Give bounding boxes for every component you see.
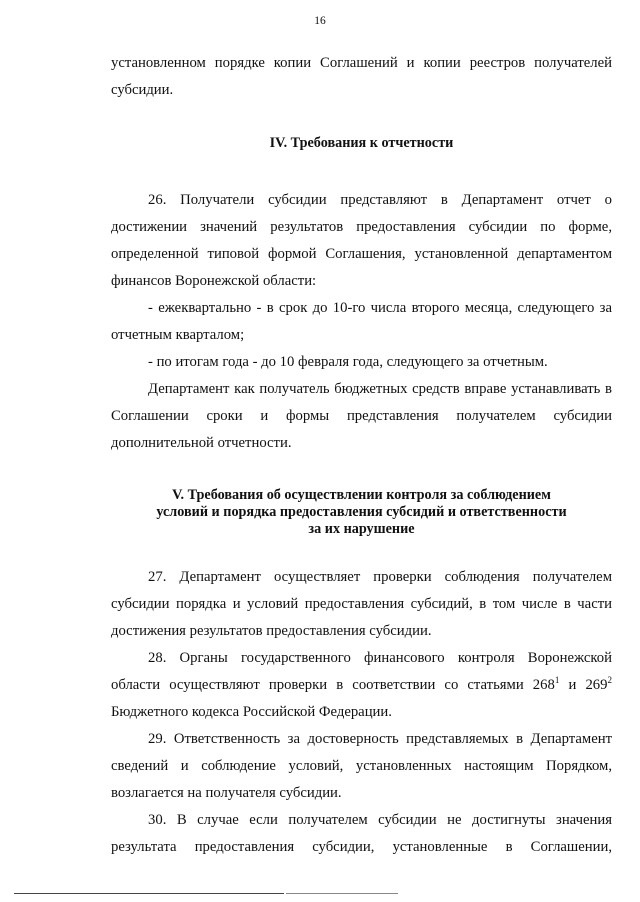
paragraph-28: [111, 645, 612, 726]
footer-rule: [14, 893, 284, 894]
heading-v-line-2: условий и порядка предоставления субсидий и ответственности: [156, 504, 567, 520]
paragraph-26-quarterly: - ежеквартально - в срок до 10-го числа второго месяца, следующего за отчетным кварталом;: [111, 300, 612, 343]
paragraph-26-additional: Департамент как получатель бюджетных средств вправе устанавливать в Соглашении сроки и формы представления получателем субсидии дополнительной отчетности.: [111, 381, 612, 451]
paragraph-29: 29. Ответственность за достоверность представляемых в Департамент сведений и соблюдение условий, установленных настоящим Порядком, возлагается на получателя субсидии.: [111, 731, 612, 801]
page-number: 16: [314, 15, 326, 27]
paragraph-26: 26. Получатели субсидии представляют в Департамент отчет о достижении значений результатов предоставления субсидии по форме, определенной типовой формой Соглашения, установленной департаментом финансов Воронежской области:: [111, 192, 612, 289]
paragraph-28-text-b: и 269: [559, 677, 608, 693]
section-heading-iv: IV. Требования к отчетности: [269, 135, 454, 151]
superscript-2: 2: [607, 675, 612, 686]
document-body: [111, 50, 612, 861]
paragraph-continuation: установленном порядке копии Соглашений и копии реестров получателей субсидии.: [111, 55, 612, 98]
paragraph-28-text-c: Бюджетного кодекса Российской Федерации.: [111, 704, 392, 720]
paragraph-30: 30. В случае если получателем субсидии не достигнуты значения результата предоставления субсидии, установленные в Соглашении,: [111, 812, 612, 855]
heading-v-line-3: за их нарушение: [308, 521, 415, 537]
paragraph-28-text-a: 28. Органы государственного финансового контроля Воронежской области осуществляют проверки в соответствии со статьями 268: [111, 650, 612, 693]
superscript-1: 1: [554, 675, 560, 686]
section-heading-v: [111, 487, 612, 538]
footer-rule-faint: [286, 893, 398, 894]
paragraph-26-annual: - по итогам года - до 10 февраля года, следующего за отчетным.: [148, 354, 548, 370]
paragraph-27: 27. Департамент осуществляет проверки соблюдения получателем субсидии порядка и условий предоставления субсидий, в том числе в части достижения результатов предоставления субсидии.: [111, 569, 612, 639]
heading-v-line-1: V. Требования об осуществлении контроля за соблюдением: [172, 487, 551, 503]
